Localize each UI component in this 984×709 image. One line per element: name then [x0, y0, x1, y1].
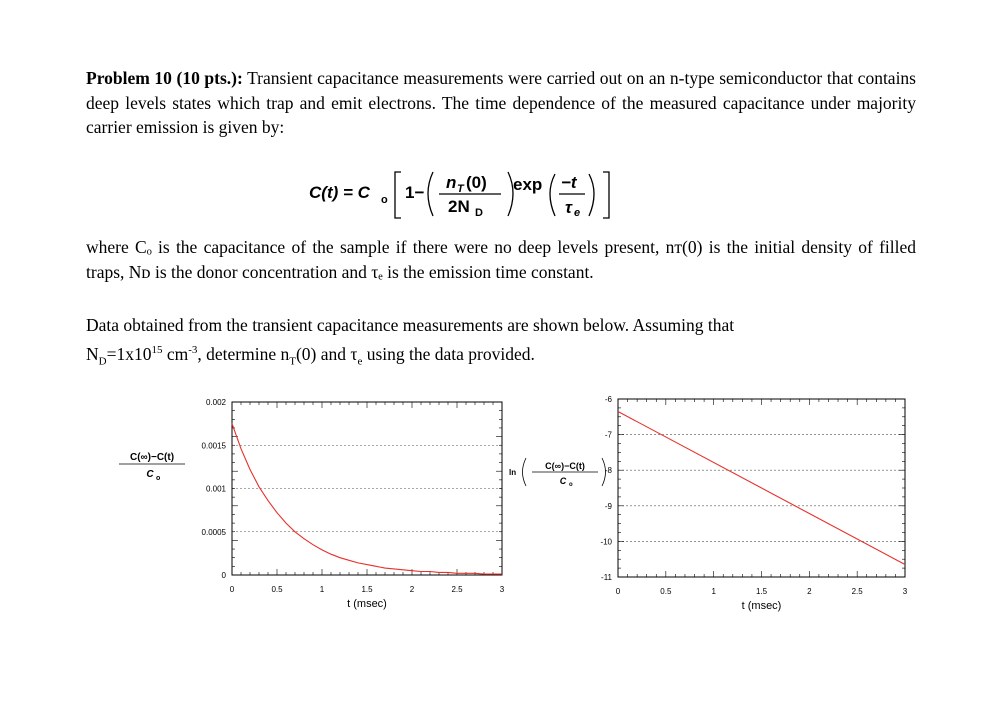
- y-tick-label: 0.0015: [201, 441, 226, 451]
- y-axis-label: [119, 452, 185, 482]
- y-tick-label: 0: [221, 571, 226, 580]
- y-label-numerator: C(∞)−C(t): [129, 452, 175, 463]
- formula-lhs: C(t) = C: [309, 183, 370, 202]
- formula-numerator: n: [446, 173, 457, 192]
- x-tick-label: 0: [229, 585, 235, 594]
- formula-den-sub: D: [475, 207, 483, 219]
- formula-one-minus: 1−: [405, 183, 425, 202]
- y-label-den-sub: o: [156, 475, 161, 482]
- x-tick-label: 2.5: [851, 587, 863, 596]
- where-paragraph: where Cₒ is the capacitance of the sample if there were no deep levels present, nᴛ(0) is the initial density of filled traps, Nᴅ is the donor concentration and τₑ is the emission time constant.: [86, 237, 916, 282]
- y-label-denominator: C: [559, 476, 567, 486]
- x-tick-label: 3: [902, 587, 908, 596]
- nd-symbol: N: [86, 343, 99, 364]
- x-tick-label: 3: [499, 585, 505, 594]
- tau-text: (0) and τ: [295, 343, 358, 364]
- chart-linear: [110, 385, 510, 625]
- x-tick-label: 2: [409, 585, 415, 594]
- x-tick-label: 0.5: [271, 585, 283, 594]
- y-label-left-paren: [523, 458, 527, 486]
- nd-value: =1x10: [106, 343, 152, 364]
- y-label-denominator: C: [146, 469, 154, 480]
- y-tick-label: -8: [604, 466, 612, 476]
- y-tick-label: -7: [604, 430, 612, 440]
- left-bracket: [395, 172, 401, 218]
- x-tick-label: 1.5: [755, 587, 768, 596]
- problem-heading: Problem 10 (10 pts.):: [86, 68, 243, 88]
- x-axis-label: t (msec): [347, 598, 387, 610]
- y-label-numerator: C(∞)−C(t): [545, 461, 585, 471]
- determine-text: , determine n: [197, 343, 290, 364]
- intro-text: Transient capacitance measurements were carried out on an n-type semiconductor that contains deep levels states which trap and emit electrons. The time dependence of the measured capacitance under majority carrier emission is given by:: [86, 68, 916, 137]
- exp-denominator: τ: [565, 198, 572, 217]
- exp-den-sub: e: [574, 207, 581, 219]
- data-text-line1: Data obtained from the transient capacitance measurements are shown below. Assuming that: [86, 315, 735, 335]
- x-tick-label: 2: [807, 587, 812, 596]
- data-series-line: [232, 424, 502, 574]
- closing-text: using the data provided.: [362, 343, 535, 364]
- chart-log: [505, 385, 915, 625]
- nt-sub: T: [289, 354, 296, 367]
- y-tick-label: 0.001: [205, 484, 226, 494]
- exp-right-paren: [589, 174, 594, 216]
- y-label-ln: ln: [509, 468, 517, 477]
- unit-exponent: -3: [188, 343, 198, 356]
- formula-denominator: 2N: [448, 197, 470, 216]
- formula-num-paren: (0): [466, 173, 487, 192]
- x-tick-label: 0: [615, 587, 621, 596]
- x-tick-label: 1: [711, 587, 716, 596]
- left-paren: [428, 172, 433, 216]
- formula-exp: exp: [513, 175, 543, 194]
- capacitance-formula: [305, 158, 635, 228]
- y-axis-label: [509, 458, 606, 488]
- y-tick-label: -6: [604, 395, 612, 404]
- data-paragraph: [86, 313, 916, 373]
- nd-sub: D: [98, 354, 107, 367]
- exp-numerator: −t: [561, 173, 577, 192]
- y-label-den-sub: o: [569, 482, 573, 488]
- problem-intro: [86, 66, 916, 140]
- x-axis-label: t (msec): [741, 600, 782, 612]
- tau-sub: e: [357, 354, 363, 367]
- y-tick-label: -9: [604, 501, 612, 511]
- formula-sub-o: o: [381, 194, 388, 206]
- y-tick-label: -11: [601, 573, 612, 582]
- data-series-line: [618, 412, 905, 565]
- unit-cm: cm: [162, 343, 189, 364]
- x-tick-label: 1.5: [361, 585, 373, 594]
- y-tick-label: -10: [600, 537, 612, 547]
- formula-num-sub: T: [457, 183, 464, 195]
- nd-exponent: 15: [151, 343, 163, 356]
- y-tick-label: 0.0005: [201, 527, 226, 537]
- exp-left-paren: [550, 174, 555, 216]
- x-tick-label: 1: [319, 585, 325, 594]
- right-bracket: [603, 172, 609, 218]
- x-tick-label: 0.5: [660, 587, 672, 596]
- y-tick-label: 0.002: [205, 398, 226, 407]
- x-tick-label: 2.5: [451, 585, 463, 594]
